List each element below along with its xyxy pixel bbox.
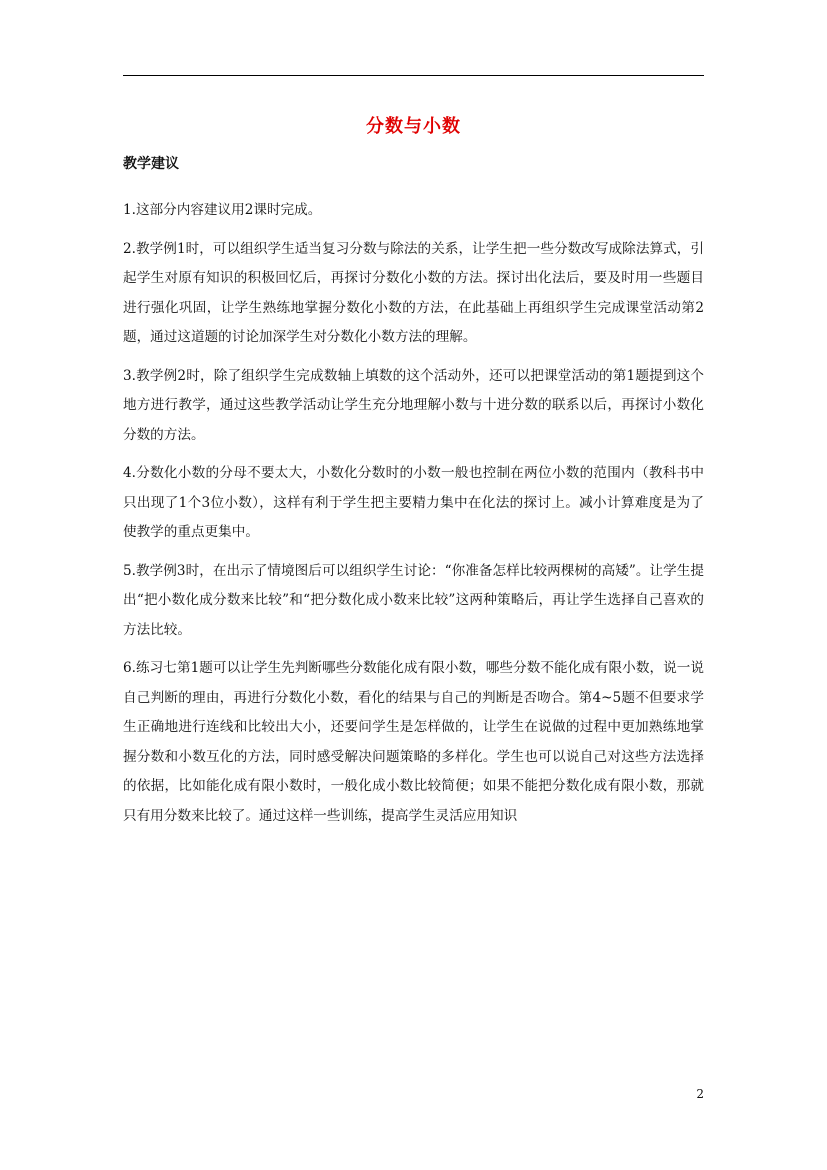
paragraph-1: 1.这部分内容建议用2课时完成。 [123, 202, 322, 218]
paragraph-2: 2.教学例1时，可以组织学生适当复习分数与除法的关系，让学生把一些分数改写成除法算式，引起学生对原有知识的积极回忆后，再探讨分数化小数的方法。探讨出化法后，要及时用一些题目进行强化巩固，让学生熟练地掌握分数化小数的方法，在此基础上再组织学生完成课堂活动第2题，通过这道题的讨论加深学生对分数化小数方法的理解。 [123, 240, 704, 345]
paragraph-5: 5.教学例3时，在出示了情境图后可以组织学生讨论：“你准备怎样比较两棵树的高矮”。让学生提出“把小数化成分数来比较”和“把分数化成小数来比较”这两种策略后，再让学生选择自己喜欢的方法比较。 [123, 562, 704, 638]
paragraph-4: 4.分数化小数的分母不要太大，小数化分数时的小数一般也控制在两位小数的范围内（教科书中只出现了1个3位小数），这样有利于学生把主要精力集中在化法的探讨上。减小计算难度是为了使教学的重点更集中。 [123, 465, 704, 540]
paragraph-6: 6.练习七第1题可以让学生先判断哪些分数能化成有限小数，哪些分数不能化成有限小数，说一说自己判断的理由，再进行分数化小数，看化的结果与自己的判断是否吻合。第4~5题不但要求学生正确地进行连线和比较出大小，还要问学生是怎样做的，让学生在说做的过程中更加熟练地掌握分数和小数互化的方法，同时感受解决问题策略的多样化。学生也可以说自己对这些方法选择的依据，比如能化成有限小数时，一般化成小数比较简便；如果不能把分数化成有限小数，那就只有用分数来比较了。通过这样一些训练，提高学生灵活应用知识 [123, 660, 704, 824]
document-body [123, 196, 704, 840]
document-title: 分数与小数 [366, 116, 461, 137]
section-heading: 教学建议 [123, 156, 179, 172]
paragraph-3: 3.教学例2时，除了组织学生完成数轴上填数的这个活动外，还可以把课堂活动的第1题提到这个地方进行教学，通过这些教学活动让学生充分地理解小数与十进分数的联系以后，再探讨小数化分数的方法。 [123, 367, 704, 443]
header-rule [123, 75, 704, 76]
page-number: 2 [696, 1087, 704, 1101]
